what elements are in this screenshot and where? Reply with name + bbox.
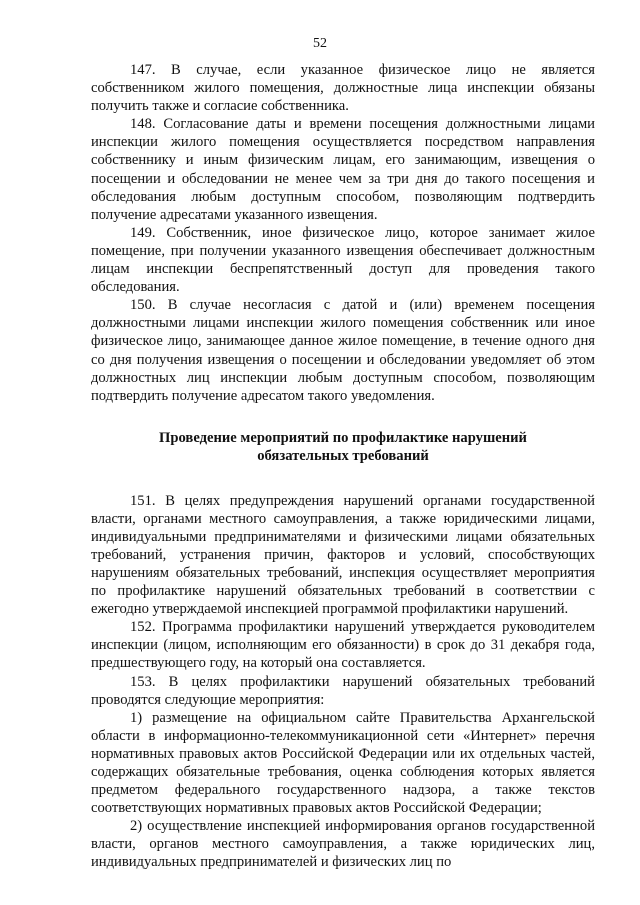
document-body (91, 61, 595, 872)
page-number: 52 (313, 36, 327, 51)
paragraph-152: 152. Программа профилактики нарушений утверждается руководителем инспекции (лицом, исполняющим его обязанности) в срок до 31 декабря года, предшествующего году, на который она составляется. (91, 619, 595, 672)
paragraph-153: 153. В целях профилактики нарушений обязательных требований проводятся следующие мероприятия: (91, 673, 595, 708)
paragraph-148: 148. Согласование даты и времени посещения должностными лицами инспекции жилого помещения осуществляется посредством направления собственнику и иным физическим лицам, его занимающим, извещения о посещении и обследовании не менее чем за три дня до такого посещения и обследования любым доступным способом, позволяющим подтвердить получение адресатами указанного извещения. (91, 116, 595, 223)
section-heading-line-2: обязательных требований (257, 448, 429, 465)
section-heading-line-1: Проведение мероприятий по профилактике нарушений (159, 429, 527, 446)
paragraph-151: 151. В целях предупреждения нарушений органами государственной власти, органами местного самоуправления, а также юридическими лицами, индивидуальными предпринимателями и физическими лицами обязательных требований, устранения причин, факторов и условий, способствующих нарушениям обязательных требований, инспекция осуществляет мероприятия по профилактике нарушений обязательных требований в соответствии с ежегодно утверждаемой инспекцией программой профилактики нарушений. (91, 492, 595, 618)
list-item-1: 1) размещение на официальном сайте Правительства Архангельской области в информационно-телекоммуникационной сети «Интернет» перечня нормативных правовых актов Российской Федерации или их отдельных частей, содержащих обязательные требования, оценка соблюдения которых является предметом федерального государственного надзора, а также текстов соответствующих нормативных правовых актов Российской Федерации; (91, 709, 595, 817)
section-heading (91, 429, 595, 466)
paragraph-150: 150. В случае несогласия с датой и (или) временем посещения должностными лицами инспекции жилого помещения собственник или иное физическое лицо, занимающее данное жилое помещение, в течение одного дня со дня получения извещения о посещении и обследовании уведомляет об этом должностных лиц инспекции любым доступным способом, позволяющим подтвердить получение адресатом такого уведомления. (91, 297, 595, 404)
paragraph-147: 147. В случае, если указанное физическое лицо не является собственником жилого помещения, должностные лица инспекции обязаны получить также и согласие собственника. (91, 62, 595, 115)
list-item-2: 2) осуществление инспекцией информирования органов государственной власти, органов местного самоуправления, а также юридических лиц, индивидуальных предпринимателей и физических лиц по (91, 818, 595, 871)
paragraph-149: 149. Собственник, иное физическое лицо, которое занимает жилое помещение, при получении указанного извещения обеспечивает должностным лицам инспекции беспрепятственный доступ для проведения такого обследования. (91, 224, 595, 296)
